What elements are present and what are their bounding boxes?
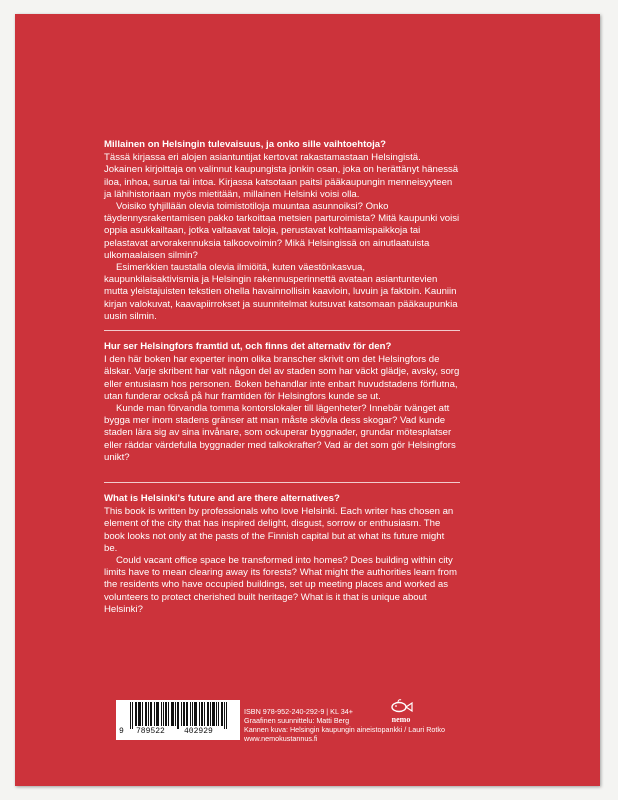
publication-info <box>244 707 504 743</box>
paragraph: Esimerkkien taustalla olevia ilmiöitä, kuten väestönkasvua, kaupunkilaisaktivismia ja Helsingin rakennusperinnettä avataan asiantuntevien mutta yleistajuisten tekstien ohella havainnollisin kaavioin, luvuin ja faktoin. Kauniin kirjan valokuvat, kaavapiirrokset ja suunnitelmat kutsuvat katsomaan pääkaupunkia uusin silmin. <box>104 262 458 322</box>
text-section-swedish <box>104 341 460 464</box>
paragraph: I den här boken har experter inom olika branscher skrivit om det Helsingfors de älskar. Varje skribent har valt någon del av staden som har väckt glädje, avsky, sorg eller entusiasm hos personen. Boken behandlar inte enbart huvudstadens förflutna, utan funderar också på hur framtiden för Helsingfors kunde se ut. <box>104 354 460 402</box>
publisher-website: www.nemokustannus.fi <box>244 734 318 743</box>
section-heading-finnish: Millainen on Helsingin tulevaisuus, ja onko sille vaihtoehtoja? <box>104 139 386 150</box>
isbn-barcode <box>116 700 240 740</box>
section-divider <box>104 482 460 483</box>
section-heading-swedish: Hur ser Helsingfors framtid ut, och finns det alternativ för den? <box>104 341 392 352</box>
cover-image-credit: Kannen kuva: Helsingin kaupungin aineistopankki / Lauri Rotko <box>244 725 445 734</box>
barcode-digits-right: 402929 <box>184 727 213 736</box>
barcode-bars <box>130 702 230 729</box>
publisher-logo-text: nemo <box>391 715 411 724</box>
section-heading-english: What is Helsinki's future and are there alternatives? <box>104 493 340 504</box>
text-section-english <box>104 493 460 616</box>
design-credit: Graafinen suunnittelu: Matti Berg <box>244 716 350 725</box>
paragraph: Kunde man förvandla tomma kontorslokaler till lägenheter? Innebär tvänget att bygga mer inom stadens gränser att man måste skövla dess skogar? Vad kunde staden lära sig av sina invånare, som ockuperar byggnader, grundar mötesplatser eller räddar värdefulla byggnader med talkokrafter? Vad är det som gör Helsingfors unikt? <box>104 403 456 463</box>
paragraph: Voisiko tyhjillään olevia toimistotiloja muuntaa asunnoiksi? Onko täydennysrakentamisen pakko tarkoittaa metsien parturoimista? Mitä kaupunki voisi oppia asukkailtaan, jotka valtaavat taloja, perustavat kohtaamispaikkoja tai pelastavat arvorakennuksia talkoovoimin? Mikä Helsingissä on ainutlaatuista ulkomaalaisen silmin? <box>104 201 460 261</box>
paragraph: Tässä kirjassa eri alojen asiantuntijat kertovat rakastamastaan Helsingistä. Jokainen kirjoittaja on valinnut kaupungista jonkin osan, joka on herättänyt hänessä iloa, inhoa, surua tai intoa. Kirjassa katsotaan paitsi pääkaupungin menneisyyteen ja lähihistoriaan myös mietitään, millainen Helsinki voisi olla. <box>104 152 459 200</box>
barcode-digits-left: 789522 <box>136 727 165 736</box>
paragraph: Could vacant office space be transformed into homes? Does building within city limits have to mean clearing away its forests? What might the authorities learn from the residents who have occupied buildings, set up meeting places and worked as volunteers to protect cherished built heritage? What is it that is unique about Helsinki? <box>104 555 457 615</box>
isbn-line: ISBN 978-952-240-292-9 | KL 34+ <box>244 707 353 716</box>
text-section-finnish <box>104 139 460 323</box>
paragraph: This book is written by professionals who love Helsinki. Each writer has chosen an element of the city that has inspired delight, disgust, sorrow or enthusiasm. The book looks not only at the pasts of the Finnish capital but at what its future might be. <box>104 506 454 554</box>
section-divider <box>104 330 460 331</box>
barcode-digit: 9 <box>119 727 124 736</box>
